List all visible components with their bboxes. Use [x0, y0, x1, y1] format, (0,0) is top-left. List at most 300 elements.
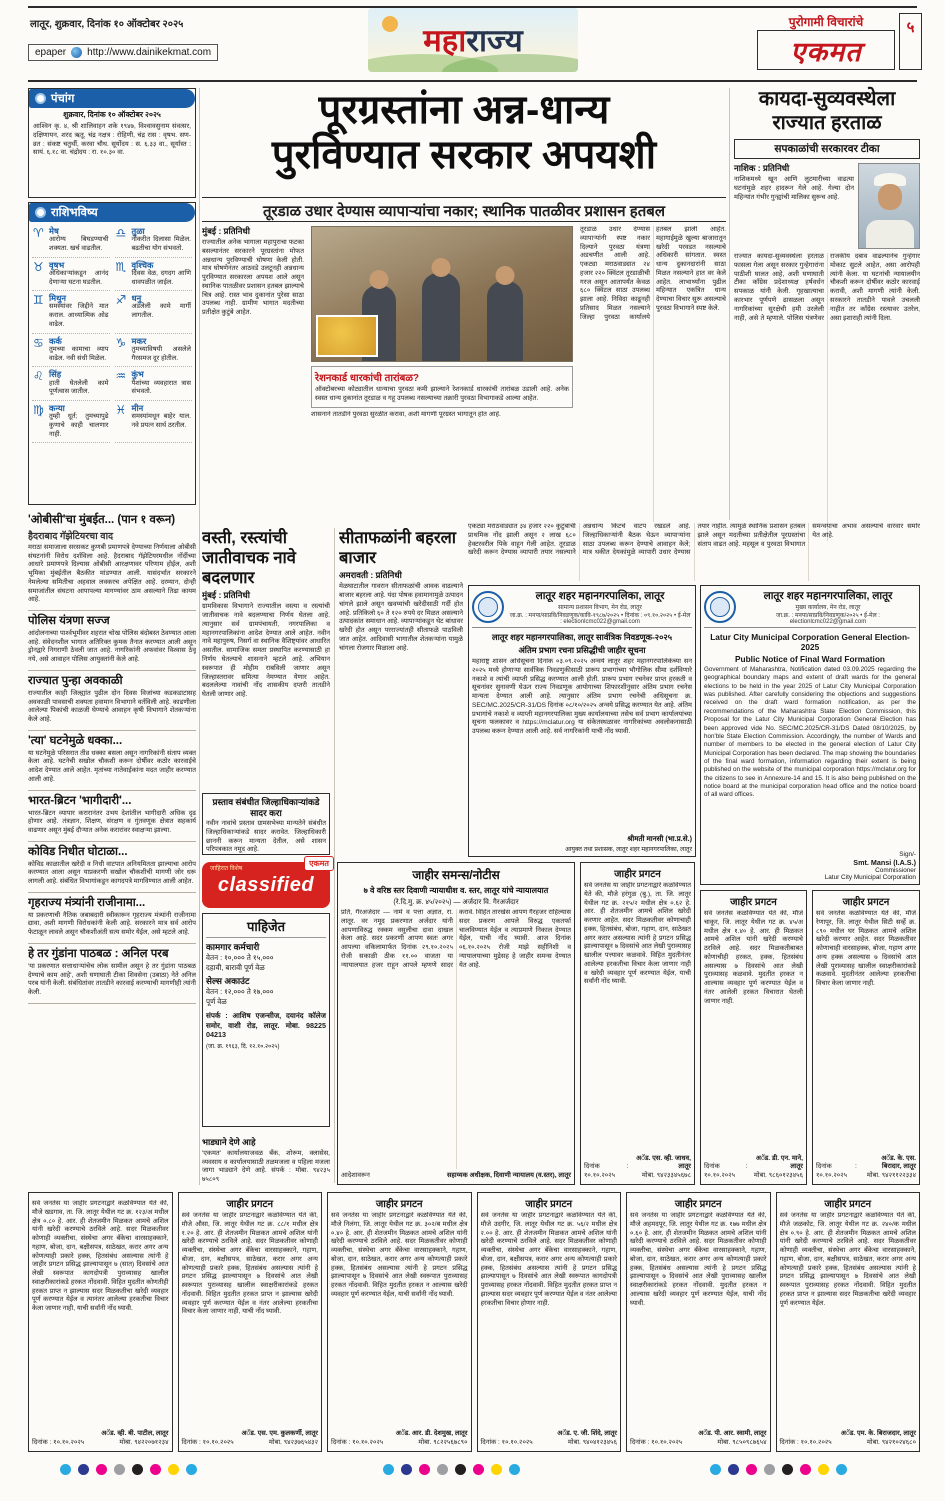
summons-sign-right: सहाय्यक अधीक्षक, दिवाणी न्यायालय (व.स्तर), लातूर	[446, 1172, 571, 1180]
zodiac-capricorn-icon: ♑	[115, 335, 127, 350]
column-rule-right	[729, 88, 730, 520]
notice-body: सर्व जनतेस या जाहीर प्रगटनाद्वारे कळविण्यात येते की, मौजे खडगाव, ता. जि. लातूर येथील गट क्र. १२३/अ मधील क्षेत्र ०.८० हे. आर. ही शेतजमीन मिळकत आमचे अशिल यांनी खरेदी करण्याचे ठरविले आहे. सदर मिळकतीवर कोणाही व्यक्तीचा, संस्थेचा अगर बँकेचा वारसाहक्काने, गहाण, बोजा, दान, बक्षीसपत्र, साठेखत, करार अगर अन्य कोणत्याही प्रकारे हक्क, हितसंबंध असल्यास त्यांनी हे जाहीर प्रगटन प्रसिद्ध झाल्यापासून ७ (सात) दिवसांचे आत लेखी स्वरूपात कागदोपत्री पुराव्यासह खालील स्वाक्षरीकारांकडे हरकत नोंदवावी. विहित मुदतीत कोणतीही हरकत प्राप्त न झाल्यास सदर मिळकतीचा खरेदी व्यवहार पूर्ण करण्यात येईल व त्यानंतर आलेल्या हरकतीचा विचार केला जाणार नाही, याची सर्वांनी नोंद घ्यावी.	[32, 1200, 169, 1313]
advocate-name: अॅड. एस. व्ही. जाधव, लातूर	[636, 1154, 691, 1171]
rashi-sign: मकर	[131, 335, 147, 346]
brief-police	[28, 611, 196, 671]
rashi-item	[115, 367, 193, 401]
sign-slash: Sign/-	[899, 851, 916, 858]
epaper-box	[28, 44, 218, 61]
vasti-headline: वस्ती, रस्त्यांची जातीवाचक नावे बदलणार	[202, 529, 296, 588]
notice-date: दिनांक : १०.१०.२०२५	[816, 1163, 857, 1180]
summons-sign-left: आदेशावरून	[341, 1172, 370, 1180]
rashi-item	[32, 401, 110, 443]
municipal-notice-marathi	[468, 585, 696, 857]
lead-headline-line2: पुरविण्यात सरकार अपयशी	[271, 133, 657, 178]
notice-header-text	[508, 589, 692, 625]
lead-headline-line1: पूरग्रस्तांना अन्न-धान्य	[318, 88, 610, 132]
rashi-sign: सिंह	[49, 369, 62, 380]
jobs-ref: (जा. क्र. १९६३, दि. १२.१०.२०२५)	[206, 1044, 280, 1051]
ration-box-title: रेशनकार्ड धारकांची तारांबळ?	[315, 373, 420, 384]
registration-dot	[764, 1464, 775, 1475]
brief-body: राज्यातील काही जिल्ह्यांत पुढील दोन दिवस विजांच्या कडकडाटासह अवकाळी पावसाची शक्यता हवामान विभागाने वर्तविली आहे. काढणीला आलेल्या पिकांची काळजी घेण्याचे आवाहन कृषी विभागाने शेतकऱ्यांना केले आहे.	[28, 689, 196, 724]
rashi-header	[29, 203, 195, 222]
person-silhouette	[487, 281, 523, 361]
zodiac-gemini-icon: ♊	[33, 293, 44, 308]
right-body-1: नाशिकमध्ये खून आणि लुटमारीच्या वाढत्या घटनांमुळे शहर हादरून गेले आहे. गेल्या दोन महिन्यांत गंभीर गुन्ह्यांची मालिका सुरूच आहे.	[734, 176, 854, 201]
brief-title: कोविड निधीत घोटाळा...	[28, 845, 128, 858]
vasti-story	[202, 528, 330, 788]
site-url: http://www.dainikekmat.com	[87, 47, 212, 58]
notice-body: सर्व जनतेस या जाहीर प्रगटनाद्वारे कळविण्यात येते की, मौजे औसा, जि. लातूर येथील गट क्र. ८८/१ मधील क्षेत्र १.२० हे. आर. ही शेतजमीन मिळकत आमचे अशिल यांनी खरेदी करण्याचे ठरविले आहे. सदर मिळकतीवर कोणाही व्यक्तीचा, संस्थेचा अगर बँकेचा वारसाहक्काने, गहाण, बोजा, दान, बक्षीसपत्र, साठेखत, करार अगर अन्य कोणत्याही प्रकारे हक्क, हितसंबंध असल्यास त्यांनी हे प्रगटन प्रसिद्ध झाल्यापासून ७ दिवसांचे आत लेखी स्वरूपात पुराव्यासह खालील स्वाक्षरीकारांकडे हरकत नोंदवावी. विहित मुदतीत हरकत प्राप्त न झाल्यास खरेदी व्यवहार पूर्ण करण्यात येईल व नंतर आलेल्या हरकतीचा विचार केला जाणार नाही, याची नोंद घ्यावी.	[181, 1212, 318, 1316]
rashi-item	[32, 224, 110, 258]
panchang-body: आश्विन कृ. ४, श्री शालिवाहन शके १९४७, विश्वावसुनाम संवत्सर, दक्षिणायन, शरद ऋतू. चंद्र नक्षत्र : रोहिणी, चंद्र रास : वृषभ. सण-व्रत : संकष्ट चतुर्थी, करवा चौथ. सूर्योदय : स. ६.३३ वा., सूर्यास्त : सायं. ६.१८ वा. चंद्रोदय : रा. १०.३० वा.	[33, 123, 191, 157]
notice-signature	[816, 1155, 916, 1181]
ration-box-body: ऑक्टोबरच्या कोट्यातील धान्याचा पुरवठा कमी झाल्याने रेशनकार्ड धारकांची तारांबळ उडाली आहे. अनेक स्वस्त धान्य दुकानांत तूरडाळ व गहू उपलब्ध नसल्याच्या तक्रारी पुरवठा विभागाकडे आल्या आहेत.	[315, 386, 569, 402]
public-notice-bottom-1	[28, 1192, 173, 1452]
lead-body-col1: राज्यातील अनेक भागाला महापुराचा फटका बसल्यानंतर सरकारने पूरग्रस्तांना मोफत अन्नधान्य पुरविण्याची घोषणा केली होती. मात्र घोषणेनंतर आठवडे उलटूनही अन्नधान्य पुरविण्यात सरकारला अपयश आले असून स्थानिक पातळीवर प्रशासन हतबल झाल्याचे चित्र आहे. रास्त भाव दुकानांत पुरेसा साठा उपलब्ध नाही. ग्रामीण भागात मदतीच्या प्रतीक्षेत कुटुंबे आहेत.	[202, 239, 304, 317]
rashi-sign: कर्क	[49, 335, 62, 346]
panchang-icon	[35, 93, 46, 104]
rashi-entry	[49, 261, 109, 288]
sun-icon	[382, 16, 398, 32]
rashi-text: तुमच्या कामाचा व्याप वाढेल. नवी संधी मिळेल.	[49, 345, 109, 362]
notice-signature	[331, 1430, 468, 1448]
advocate-mobile: मोबा. ९४२३७६५४३२	[268, 1439, 318, 1447]
logo-text-maha: महा	[423, 23, 467, 58]
brief-subtitle: हैदराबाद गॅझेटियरचा वाद	[28, 530, 114, 542]
rashi-entry	[49, 370, 109, 397]
rashi-sign: धनु	[131, 293, 142, 304]
registration-dot	[473, 1464, 484, 1475]
brief-body: या प्रकरणाची नैतिक जबाबदारी स्वीकारून गृहराज्य मंत्र्यांनी राजीनामा द्यावा, अशी मागणी विरोधकांनी केली आहे. सरकारने मात्र सर्व आरोप फेटाळून लावले असून चौकशीअंती सत्य समोर येईल, असे म्हटले आहे.	[28, 911, 196, 937]
brief-covid	[28, 842, 196, 893]
rashi-text: तुमच्याविषयी असलेले गैरसमज दूर होतील.	[131, 345, 191, 362]
job-detail: दहावी, बारावी पूर्ण वेळ	[206, 962, 265, 972]
registration-dot	[383, 1464, 394, 1475]
notice-body: Government of Maharashtra, Notification dated 03.09.2025 regarding the geographical boundary maps and extent of draft wards for the general elections to be held in the year 2025 of Latur City Municipal Corporation was published. After carefully considering the objections and suggestions received on the draft ward formation notification, as per the recommendations of the Maharashtra State Election Commission, this Proposal for the Latur City Municipal Corporation General Election has been approved vide No. SEC/MC.2025/CR-31/DS Dated 08/10/2025, by hon'ble State Election Commission. Accordingly, the number of Wards and number of members to be elected in the general election of Latur City Municipal Corporation has been declared. The map showing the boundaries of the final ward formation, information regarding their extent is being published on the website of the municipal corporation https://mclatur.org for the citizens to see in Annexure-14 and 15. It is also being published on the notice board at the municipal corporation head office and the notice board of all ward offices.	[704, 666, 916, 799]
rashi-item	[32, 291, 110, 333]
rashi-text: समस्यांमधून बाहेर याल. नवे प्रयत्न सार्थ ठरतील.	[131, 413, 191, 429]
zodiac-libra-icon: ♎	[115, 226, 127, 240]
brief-body: आंदोलनाच्या पार्श्वभूमीवर शहरात चोख पोलिस बंदोबस्त ठेवण्यात आला आहे. संवेदनशील भागात अतिरिक्त कुमक तैनात करण्यात आली असून ड्रोनद्वारे निगराणी ठेवली जात आहे. नागरिकांनी अफवांवर विश्वास ठेवू नये, असे आवाहन पोलिस आयुक्तांनी केले आहे.	[28, 629, 196, 664]
rashi-item	[32, 334, 110, 368]
lead-article	[202, 226, 726, 522]
tagline: पुरोगामी विचारांचे	[788, 15, 864, 29]
notice-date: दिनांक : १०.१०.२०२५	[779, 1439, 832, 1447]
zodiac-aquarius-icon: ♒	[115, 369, 127, 384]
registration-dot	[114, 1464, 125, 1475]
right-story-intro	[734, 163, 854, 249]
advocate-mobile: मोबा. ९८२२५६७८९०	[418, 1439, 468, 1447]
notice-title: जाहीर प्रगटन	[730, 897, 777, 908]
notice-title: जाहीर प्रगटन	[674, 1199, 722, 1210]
torso-shape	[866, 220, 914, 248]
masthead-rule	[28, 80, 917, 82]
job-salary: वेतन : १०,००० ते १५,०००	[206, 953, 274, 962]
zodiac-sagittarius-icon: ♐	[115, 293, 127, 308]
registration-dot	[710, 1464, 721, 1475]
rashi-entry	[132, 370, 192, 397]
notice-signature	[481, 1430, 618, 1448]
brand-box	[757, 30, 895, 70]
notice-body: सर्व जनतेस या जाहीर प्रगटनाद्वारे कळविण्यात येते की, मौजे जळकोट, जि. लातूर येथील गट क्र. २४०/क मधील क्षेत्र ०.९० हे. आर. ही शेतजमीन मिळकत आमचे अशिल यांनी खरेदी करण्याचे ठरविले आहे. सदर मिळकतीवर कोणाही व्यक्तीचा, संस्थेचा अगर बँकेचा वारसाहक्काने, गहाण, बोजा, दान, बक्षीसपत्र, साठेखत, करार अगर अन्य कोणत्याही प्रकारे हक्क, हितसंबंध असल्यास त्यांनी हे प्रगटन प्रसिद्ध झाल्यापासून ७ दिवसांचे आत लेखी स्वरूपात पुराव्यासह हरकत नोंदवावी. विहित मुदतीत हरकत प्राप्त न झाल्यास सदर मिळकतीचा खरेदी व्यवहार पूर्ण करण्यात येईल.	[779, 1212, 916, 1307]
notice-body: सर्व जनतेस या जाहीर प्रगटनाद्वारे कळविण्यात येते की, मौजे अहमदपूर, जि. लातूर येथील गट क्र. १७७ मधील क्षेत्र ०.६० हे. आर. ही शेतजमीन मिळकत आमचे अशिल यांनी खरेदी करण्याचे ठरविले आहे. सदर मिळकतीवर कोणाही व्यक्तीचा, संस्थेचा अगर बँकेचा वारसाहक्काने, गहाण, बोजा, दान, साठेखत, करार अगर अन्य कोणत्याही प्रकारे हक्क, हितसंबंध असल्यास त्यांनी हे प्रगटन प्रसिद्ध झाल्यापासून ७ दिवसांचे आत लेखी पुराव्यासह खालील स्वाक्षरीकारांकडे हरकत नोंदवावी. मुदतीत हरकत न आल्यास खरेदी व्यवहार पूर्ण करण्यात येईल, याची नोंद घ्यावी.	[630, 1212, 767, 1307]
registration-dot	[491, 1464, 502, 1475]
rashi-item	[32, 258, 110, 292]
job-detail: पूर्ण वेळ	[206, 997, 227, 1007]
right-body-2: राज्यात कायदा-सुव्यवस्थेला हरताळ फासला गेला असून सरकार गुन्हेगारांना पाठीशी घालत आहे, अशी घणाघाती टीका काँग्रेस प्रदेशाध्यक्ष हर्षवर्धन सपकाळ यांनी केली. गृहखात्याचा कारभार पूर्णपणे ढासळला असून नागरिकांच्या सुरक्षेची हमी उरलेली नाही, असे ते म्हणाले. पोलिस यंत्रणेवर राजकीय दबाव वाढल्यानेच गुन्हेगार मोकाट सुटले आहेत, असा आरोपही त्यांनी केला. या घटनांची न्यायालयीन चौकशी करून दोषींवर कठोर कारवाई करावी, अशी मागणी त्यांनी केली. सरकारने तातडीने पावले उचलली नाहीत तर काँग्रेस रस्त्यावर उतरेल, असा इशाराही त्यांनी दिला.	[734, 253, 920, 322]
zodiac-scorpio-icon: ♏	[115, 259, 127, 274]
registration-dot	[836, 1464, 847, 1475]
brief-body: कोविड काळातील खरेदी व निधी वाटपात अनियमितता झाल्याचा आरोप करण्यात आला असून याप्रकरणी सखोल चौकशीची मागणी जोर धरू लागली आहे. संबंधित विभागांकडून कागदपत्रे मागविण्यात आली आहेत.	[28, 860, 196, 886]
sitafal-byline: अमरावती : प्रतिनिधी	[339, 570, 402, 581]
zodiac-taurus-icon: ♉	[33, 259, 44, 274]
rashi-entry	[132, 337, 192, 364]
registration-dot	[78, 1464, 89, 1475]
rashi-icon	[35, 207, 46, 218]
prastav-box	[202, 793, 330, 855]
registration-dot	[419, 1464, 430, 1475]
notice-date: दिनांक : १०.१०.२०२५	[584, 1163, 629, 1180]
prastav-title: प्रस्ताव संबंधीत जिल्हाधिकाऱ्यांकडे सादर करा	[212, 797, 320, 818]
brief-body: 'या प्रकरणात सत्ताधाऱ्यांचेच लोक सामील असून हे तर गुंडांना पाठबळ देण्याचे काम आहे', अशी घणाघाती टीका शिवसेना (उबाठा) नेते अनिल परब यांनी केली. संबंधितांवर तातडीने कारवाई करण्याची मागणीही त्यांनी केली.	[28, 962, 196, 997]
zodiac-leo-icon: ♌	[33, 369, 44, 384]
right-story-top	[734, 163, 920, 249]
panchang-title: पंचांग	[51, 93, 75, 105]
rashi-title: राशिभविष्य	[51, 207, 98, 219]
rashi-text: नोकरीत दिलासा मिळेल. बढतीचा योग संभवतो.	[131, 236, 191, 252]
brief-title: 'ओबीसी'चा मुंबईत... (पान १ वरून)	[28, 514, 176, 526]
notice-body: सर्व जनतेस या जाहीर प्रगटनाद्वारे कळविण्यात येते की, मौजे निलंगा, जि. लातूर येथील गट क्र. ३०२/ब मधील क्षेत्र ०.४० हे. आर. ही शेतजमीन मिळकत आमचे अशिल यांनी खरेदी करण्याचे ठरविले आहे. सदर मिळकतीवर कोणाही व्यक्तीचा, संस्थेचा अगर बँकेचा वारसाहक्काने, गहाण, बोजा, दान, साठेखत, करार अगर अन्य कोणत्याही प्रकारे हक्क, हितसंबंध असल्यास त्यांनी हे प्रगटन प्रसिद्ध झाल्यापासून ७ दिवसांचे आत लेखी स्वरूपात पुराव्यासह हरकत नोंदवावी. विहित मुदतीत हरकत न आल्यास खरेदी व्यवहार पूर्ण करण्यात येईल, याची सर्वांनी नोंद घ्यावी.	[331, 1212, 468, 1298]
brief-incident	[28, 731, 196, 791]
advocate-mobile: मोबा. ९४२३३४५६७८	[641, 1172, 691, 1180]
signatory-org: Latur City Municipal Corporation	[824, 874, 916, 881]
rashi-box	[28, 202, 196, 505]
advocate-name: अॅड. व्ही. बी. पाटील, लातूर	[101, 1430, 169, 1438]
brief-title: राज्यात पुन्हा अवकाळी	[28, 675, 123, 688]
panchang-header	[29, 89, 195, 108]
notice-signature	[32, 1430, 169, 1448]
brief-body: मराठा समाजाला सरसकट कुणबी प्रमाणपत्रे देण्याच्या निर्णयाला ओबीसी संघटनांनी विरोध दर्शविला आहे. हैदराबाद गॅझेटियरमधील नोंदींच्या आधारे प्रमाणपत्रे दिल्यास ओबीसी आरक्षणावर परिणाम होईल, अशी भूमिका मुंबईतील बैठकीत मांडण्यात आली. यासंदर्भात सरकारने नेमलेल्या समितीचा अहवाल लवकरच अपेक्षित आहे. दरम्यान, दोन्ही समाजांतील संघटना आपापल्या मागण्यांवर ठाम असल्याने तिढा कायम आहे.	[28, 543, 196, 604]
rashi-text: तुम्ही धूर्त; तुमच्यापुढे कुणाचे काही चालणार नाही.	[49, 413, 109, 438]
registration-dot	[60, 1464, 71, 1475]
epaper-label: epaper	[35, 47, 67, 58]
notice-header-text	[740, 589, 916, 625]
notice-signature	[182, 1430, 319, 1448]
registration-dot	[168, 1464, 179, 1475]
rental-ad	[202, 1132, 330, 1185]
rashi-text: समस्यांवर जिद्दीने मात कराल. आध्यात्मिक ओढ वाढेल.	[49, 303, 109, 328]
notice-header	[472, 589, 692, 628]
zodiac-aries-icon: ♈	[33, 226, 44, 240]
notice-signature	[630, 1430, 767, 1448]
dateline: लातूर, शुक्रवार, दिनांक १० ऑक्टोबर २०२५	[30, 19, 184, 30]
classified-tag: जाहिरात विशेष	[210, 866, 243, 872]
signatory-role: Commissioner	[875, 867, 916, 874]
rashi-text: अडलेली कामे मार्गी लागतील.	[131, 303, 191, 320]
registration-dots-right	[710, 1464, 847, 1475]
rashi-text: दिवस वेळ, दगदग आणि धावपळीत जाईल.	[131, 269, 191, 286]
summons-title: जाहीर समन्स/नोटीस	[412, 868, 500, 882]
rashi-sign: वृषभ	[49, 259, 65, 270]
right-subhead: सपकाळांची सरकारवर टीका	[734, 139, 920, 159]
notice-subtitle-1: Latur City Municipal Corporation General Election-2025	[710, 632, 910, 652]
summons-signature	[341, 1172, 571, 1181]
brief-rain	[28, 671, 196, 731]
advocate-name: अॅड. आर. डी. देशमुख, लातूर	[395, 1430, 468, 1438]
notice-title: जाहीर प्रगटन	[375, 1199, 423, 1210]
advocate-name: अॅड. पी. आर. स्वामी, लातूर	[698, 1430, 767, 1438]
registration-dots-left	[60, 1464, 197, 1475]
notice-subtitle-1: लातूर शहर महानगरपालिका, लातूर सार्वत्रिक निवडणूक-२०२५	[491, 632, 673, 642]
rashi-item	[115, 258, 193, 292]
prastav-body: नवीन नावांचे प्रस्ताव ग्रामसभेच्या मान्यतेने संबंधीत जिल्हाधिकाऱ्यांकडे सादर करावेत. जिल्हाधिकारी छाननी करून मान्यता देतील, असे शासन परिपत्रकात नमूद आहे.	[206, 820, 326, 854]
public-notice-bottom-4	[477, 1192, 622, 1452]
rashi-sign: कुंभ	[131, 369, 144, 380]
rashi-sign: वृश्चिक	[131, 259, 154, 270]
registration-dot	[150, 1464, 161, 1475]
advocate-mobile: मोबा. ९८६०१२३४५६	[753, 1172, 803, 1180]
lead-body-mid: शासनाने तातडीने पुरवठा सुरळीत करावा, अशी मागणी पूरग्रस्त भागातून होत आहे.	[311, 410, 501, 418]
dal-inset-photo	[316, 315, 378, 357]
brief-body: भारत-ब्रिटन व्यापार करारानंतर उभय देशांतील भागीदारी अधिक दृढ होणार आहे. तंत्रज्ञान, शिक्षण, संरक्षण व गुंतवणूक क्षेत्रात सहकार्य वाढणार असून मुंबई दौऱ्यात अनेक करारांवर स्वाक्षऱ्या झाल्या.	[28, 809, 196, 835]
classified-logo	[202, 859, 330, 908]
rashi-entry	[49, 337, 109, 364]
registration-dot	[818, 1464, 829, 1475]
lead-byline: मुंबई : प्रतिनिधी	[202, 226, 250, 236]
lead-photo	[311, 226, 573, 362]
registration-dot	[746, 1464, 757, 1475]
advocate-name: अॅड. के. एस. बिरादार, लातूर	[881, 1154, 916, 1171]
public-notice-mid-3	[812, 890, 920, 1185]
notice-date: दिनांक : १०.१०.२०२५	[630, 1439, 683, 1447]
sitafal-body: मेळघाटातील गावरान सीताफळांची आवक वाढल्याने बाजार बहरला आहे. यंदा पोषक हवामानामुळे उत्पादन चांगले झाले असून खवय्यांची खरेदीसाठी गर्दी होत आहे. प्रतिकिलो ६० ते १२० रुपये दर मिळत असल्याने उत्पादकांत समाधान आहे. व्यापाऱ्यांकडून थेट बांधावर खरेदी होत असून परराज्यांतही सीताफळे पाठविली जात आहेत. आदिवासी भागातील शेतकऱ्यांना यामुळे चांगला रोजगार मिळाला आहे.	[339, 583, 463, 652]
municipal-logo-inner	[710, 597, 730, 617]
notice-subtitle-2: Public Notice of Final Ward Formation	[735, 654, 885, 664]
rashi-sign: मेष	[49, 226, 59, 236]
notice-signer	[861, 1155, 916, 1181]
brief-resignation	[28, 893, 196, 944]
notice-signature	[472, 834, 692, 853]
brief-title: गृहराज्य मंत्र्यांनी राजीनामा...	[28, 896, 146, 909]
notice-signer	[241, 1430, 318, 1448]
notice-date: दिनांक : १०.१०.२०२५	[32, 1439, 85, 1447]
registration-dot	[186, 1464, 197, 1475]
notice-title: लातूर शहर महानगरपालिका, लातूर	[763, 590, 893, 602]
job-title: कामगार कर्मचारी	[206, 942, 260, 952]
rashi-entry	[132, 261, 192, 288]
panchang-box	[28, 88, 196, 198]
rental-title: भाड्याने देणे आहे	[202, 1136, 256, 1147]
classified-brand-badge: एकमत	[304, 856, 334, 871]
brief-title: 'त्या' घटनेमुळे धक्का...	[28, 734, 123, 747]
rashi-entry	[132, 294, 192, 329]
notice-date: दिनांक : १०.१०.२०२५	[704, 1163, 748, 1180]
advocate-name: अॅड. एम. के. बिराजदार, लातूर	[840, 1430, 916, 1438]
public-notice-bottom-6	[776, 1192, 921, 1452]
registration-dot	[728, 1464, 739, 1475]
notice-title: जाहीर प्रगटन	[824, 1199, 872, 1210]
zodiac-cancer-icon: ♋	[33, 335, 44, 350]
registration-dot	[455, 1464, 466, 1475]
municipal-notice-english	[700, 585, 920, 885]
registration-dot	[800, 1464, 811, 1475]
column-rule-mid	[334, 528, 335, 1183]
advocate-name: अॅड. डी. एन. माने, लातूर	[755, 1154, 803, 1171]
rashi-text: अधिकाऱ्यांकडून आनंद देणाऱ्या घटना घडतील.	[49, 269, 109, 286]
zodiac-pisces-icon: ♓	[115, 403, 127, 418]
registration-dots-center	[383, 1464, 520, 1475]
brand-name: एकमत	[790, 36, 862, 67]
classified-wordmark: classified	[217, 873, 315, 896]
notice-address: सामान्य प्रशासन विभाग, मेन रोड, लातूर	[558, 605, 642, 611]
left-briefs-column	[28, 510, 196, 1186]
newspaper-logo	[368, 8, 578, 72]
notice-body: सर्व जनतेस कळविण्यात येते की, मौजे चाकूर, जि. लातूर येथील गट क्र. ४५/अ मधील क्षेत्र १.४० हे. आर. ही मिळकत आमचे अशिल यांनी खरेदी करण्याचे ठरविले आहे. सदर मिळकतीबाबत कोणाचीही हरकत, हक्क, हितसंबंध असल्यास ७ दिवसांचे आत लेखी पुराव्यासह कळवावे. मुदतीत हरकत न आल्यास व्यवहार पूर्ण करण्यात येईल व नंतर आलेली हरकत विचारात घेतली जाणार नाही.	[704, 910, 803, 1005]
notice-ref: जा.क्र. : मनपा/साप्रवि/निवडणूक/कावि-१९८७/२०२५ • दिनांक : ०९.१०.२०२५ • ई-मेल : electionlcmc022@gmail.com	[509, 613, 691, 625]
advocate-name: अॅड. ए. जी. शिंदे, लातूर	[557, 1430, 617, 1438]
face-shape	[878, 184, 902, 210]
notice-signer	[101, 1430, 168, 1448]
notice-title: लातूर शहर महानगरपालिका, लातूर	[535, 590, 665, 602]
registration-dot	[509, 1464, 520, 1475]
municipal-logo-icon	[472, 591, 504, 623]
notice-date: दिनांक : १०.१०.२०२५	[181, 1439, 234, 1447]
lead-col-1	[202, 226, 304, 522]
globe-icon	[71, 47, 82, 58]
lead-continuation: एकट्या मराठवाड्यात ३४ हजार २२० कुटुंबांची प्राथमिक नोंद झाली असून २ लाख ६८० हेक्टरवरील पिके वाहून गेली आहेत. तूरडाळ खरेदी करून देण्यास व्यापारी तयार नसल्याने अन्नधान्य किटचे वाटप रखडले आहे. जिल्हाधिकाऱ्यांनी बैठक घेऊन व्यापाऱ्यांना साठा उपलब्ध करून देण्याचे आवाहन केले; मात्र थकीत देयकांमुळे व्यापारी उधार देण्यास तयार नाहीत. त्यामुळे स्थानिक प्रशासन हतबल झाले असून मदतीच्या प्रतीक्षेतील पूरग्रस्तांचा संताप वाढत आहे. महसूल व पुरवठा विभागात समन्वयाचा अभाव असल्याचे वारंवार समोर येत आहे.	[468, 523, 920, 557]
advocate-mobile: मोबा. ९४२११२२३३४	[866, 1172, 916, 1180]
sitafal-story	[339, 528, 463, 855]
registration-dot	[132, 1464, 143, 1475]
rashi-sign: तुळा	[131, 226, 145, 236]
rashi-entry	[132, 404, 192, 439]
page-number: ५	[906, 19, 915, 36]
notice-signature	[704, 1155, 803, 1181]
summons-case: (रे.दि.मु. क्र. ४५/२०२५) — अर्जदार वि. गैरअर्जदार	[393, 899, 519, 906]
public-notice-bottom-2	[178, 1192, 323, 1452]
advocate-name: अॅड. एस. एम. कुलकर्णी, लातूर	[241, 1430, 318, 1438]
vasti-body: ग्रामविकास विभागाने राज्यातील वस्त्या व रस्त्यांची जातीवाचक नावे बदलण्याचा निर्णय घेतला आहे. त्यानुसार सर्व ग्रामपंचायती, नगरपालिका व महानगरपालिकांना आदेश देण्यात आले आहेत. नवीन नावे महापुरुष, निसर्ग वा स्थानिक वैशिष्ट्यांवर आधारित असतील. सामाजिक समता प्रस्थापित करण्यासाठी हा निर्णय घेतल्याचे शासनाने म्हटले आहे. अभियान स्वरूपात ही मोहीम राबविली जाणार असून जिल्हास्तरावर समित्या नेमण्यात येणार आहेत. बदललेल्या नावांची नोंद शासकीय दप्तरी तातडीने घेतली जाणार आहे.	[202, 603, 330, 699]
brief-body: या घटनेमुळे परिसरात तीव्र धक्का बसला असून नागरिकांनी संताप व्यक्त केला आहे. घटनेची सखोल चौकशी करून दोषींवर कठोर कारवाईचे आदेश देण्यात आले आहेत. मृतांच्या नातेवाईकांना मदत जाहीर करण्यात आली आहे.	[28, 749, 196, 783]
rashi-sign: कन्या	[49, 403, 65, 414]
brief-parab	[28, 944, 196, 1004]
rashi-grid	[29, 222, 195, 445]
job-salary: वेतन : १२,००० ते १७,०००	[206, 987, 274, 997]
registration-dot	[401, 1464, 412, 1475]
notice-signer	[698, 1430, 766, 1448]
registration-dot	[437, 1464, 448, 1475]
brief-india-britain	[28, 791, 196, 842]
zodiac-virgo-icon: ♍	[33, 403, 44, 418]
notice-signature	[780, 1430, 917, 1448]
job-title: सेल्स अकाउंट	[206, 976, 250, 987]
summons-notice	[337, 862, 575, 1185]
notice-date: दिनांक : १०.१०.२०२५	[480, 1439, 533, 1447]
municipal-logo-icon	[704, 591, 736, 623]
rashi-text: पैशांच्या व्यवहारात त्रास संभवतो.	[131, 379, 191, 396]
jobs-contact: संपर्क : आशिष एजन्सीज, दयानंद कॉलेज समोर, वाशी रोड, लातूर. मोबा. 98225 04213	[206, 1010, 326, 1040]
right-headline-line2: राज्यात हरताळ	[772, 111, 882, 134]
notice-signer	[752, 1155, 803, 1181]
advocate-mobile: मोबा. ९८५०९८७६५४	[717, 1439, 767, 1447]
notice-title: जाहीर प्रगटन	[842, 897, 890, 908]
classified-column	[202, 859, 330, 1185]
sitafal-headline: सीताफळांनी बहरला बाजार	[339, 529, 457, 568]
registration-dot	[782, 1464, 793, 1475]
public-notice-bottom-5	[626, 1192, 771, 1452]
notice-signer	[841, 1430, 916, 1448]
notice-signature	[704, 851, 916, 881]
notice-signer	[396, 1430, 468, 1448]
lead-body-col2: तूरडाळ उधार देण्यास व्यापाऱ्यांनी स्पष्ट नकार दिल्याने पुरवठा यंत्रणा अडचणीत आली आहे. एकट्या मराठवाड्यात २४ हजार २२० क्विंटल तूरडाळीची गरज असून आतापर्यंत केवळ ६८० क्विंटल साठा उपलब्ध झाला आहे. निविदा काढूनही प्रतिसाद मिळत नसल्याने जिल्हा पुरवठा कार्यालये हतबल झाली आहेत. महागाईमुळे खुल्या बाजारातून खरेदी परवडत नसल्याचे अधिकारी सांगतात. स्वस्त धान्य दुकानदारांनी साठा मिळत नसल्याने हात वर केले आहेत. लाभार्थ्यांना पुढील महिन्यात एकत्रित धान्य देण्याचा विचार सुरू असल्याचे पुरवठा विभागाने स्पष्ट केले.	[580, 226, 726, 321]
jobs-title: पाहिजेत	[206, 917, 326, 938]
notice-body: सर्व जनतेस या जाहीर प्रगटनाद्वारे कळविण्यात येते की, मौजे उदगीर, जि. लातूर येथील गट क्र. ५६/२ मधील क्षेत्र २.०० हे. आर. ही शेतजमीन मिळकत आमचे अशिल यांनी खरेदी करण्याचे ठरविले आहे. सदर मिळकतीवर कोणाही व्यक्तीचा, संस्थेचा अगर बँकेचा वारसाहक्काने, गहाण, बोजा, दान, बक्षीसपत्र, करार अगर अन्य कोणत्याही प्रकारे हक्क, हितसंबंध असल्यास त्यांनी हे प्रगटन प्रसिद्ध झाल्यापासून ७ दिवसांचे आत लेखी स्वरूपात कागदोपत्री पुराव्यासह हरकत नोंदवावी. विहित मुदतीत हरकत प्राप्त न झाल्यास सदर व्यवहार पूर्ण करण्यात येईल व नंतर आलेल्या हरकतीचा विचार होणार नाही.	[480, 1212, 617, 1307]
rashi-item	[32, 367, 110, 401]
lead-col-mid	[311, 226, 573, 522]
right-headline-line1: कायदा-सुव्यवस्थेला	[758, 88, 896, 110]
notice-title: जाहीर प्रगटन	[226, 1199, 274, 1210]
rashi-text: हाती घेतलेली कामे पूर्णत्वास जातील.	[49, 379, 109, 396]
advocate-mobile: मोबा. ९४०४१२३४५६	[567, 1439, 617, 1447]
brief-title: हे तर गुंडांना पाठबळ : अनिल परब	[28, 948, 169, 961]
signatory-name: Smt. Mansi (I.A.S.)	[853, 858, 916, 867]
brief-title: पोलिस यंत्रणा सज्ज	[28, 615, 110, 628]
jobs-box	[202, 913, 330, 1127]
right-byline: नाशिक : प्रतिनिधी	[734, 163, 790, 174]
panchang-subtitle: शुक्रवार, दिनांक १० ऑक्टोबर २०२५	[63, 110, 161, 119]
notice-title: जाहीर प्रगटन	[525, 1199, 573, 1210]
vasti-byline: मुंबई : प्रतिनिधी	[202, 590, 250, 601]
lead-headline	[202, 88, 726, 178]
notice-body: सर्व जनतेस या जाहीर प्रगटनाद्वारे कळविण्यात येते की, मौजे हरंगुळ (बु.), ता. जि. लातूर येथील गट क्र. २१५/२ मधील क्षेत्र ०.६२ हे. आर. ही शेतजमीन आमचे अशिल खरेदी करणार आहेत. सदर मिळकतीवर कोणाचाही हक्क, हितसंबंध, बोजा, गहाण, दान, साठेखत अगर करार असल्यास त्यांनी हे प्रगटन प्रसिद्ध झाल्यापासून ७ दिवसांचे आत लेखी पुराव्यासह खालील पत्त्यावर कळवावे. विहित मुदतीनंतर आलेल्या हरकतीचा विचार केला जाणार नाही व खरेदी व्यवहार पूर्ण करण्यात येईल, याची सर्वांनी नोंद घ्यावी.	[584, 882, 691, 986]
rental-body: 'एकमत' कार्यालयाजवळ बँक, शोरूम, क्लासेस, व्यवसाय व कार्यालयासाठी तळमजला व पहिला मजला जागा भाड्याने देणे आहे. संपर्क : मोबा. ९४२३५ ७५८०९	[202, 1149, 330, 1184]
rashi-item	[115, 291, 193, 333]
lead-story	[202, 88, 726, 178]
notice-signer	[557, 1430, 617, 1448]
rashi-entry	[49, 227, 109, 254]
right-story	[734, 88, 920, 520]
notice-ref: जा.क्र. : मनपा/साप्रवि/निवडणूक/२०२५ • ई-मेल : electionlcmc022@gmail.com	[776, 613, 880, 625]
rashi-text: आरोग्य बिघडण्याची शक्यता. खर्च वाढतील.	[49, 236, 109, 252]
right-headline	[734, 88, 920, 135]
lead-rule-2	[202, 221, 726, 222]
advocate-mobile: मोबा. ९४२२०७१२३४	[119, 1439, 169, 1447]
notice-subtitle-2: अंतिम प्रभाग रचना प्रसिद्धीची जाहीर सूचना	[518, 645, 646, 655]
rashi-entry	[49, 294, 109, 329]
notice-title	[32, 1196, 169, 1198]
notice-signature	[584, 1155, 691, 1181]
notice-date: दिनांक : १०.१०.२०२५	[331, 1439, 384, 1447]
lead-subhead: तूरडाळ उधार देण्यास व्यापाऱ्यांचा नकार; स्थानिक पातळीवर प्रशासन हतबल	[262, 203, 665, 220]
notice-body: सर्व जनतेस कळविण्यात येते की, मौजे रेणापूर, जि. लातूर येथील सिटी सर्व्हे क्र. ८९० मधील घर मिळकत आमचे अशिल खरेदी करणार आहेत. सदर मिळकतीवर कोणाचाही वारसाहक्क, बोजा, गहाण अगर अन्य हक्क असल्यास ७ दिवसांचे आत लेखी पुराव्यासह खालील स्वाक्षरीकारांकडे कळवावे. मुदतीनंतर आलेल्या हरकतीचा विचार केला जाणार नाही.	[816, 910, 916, 988]
notice-signer	[632, 1155, 691, 1181]
column-rule-left	[199, 88, 200, 1185]
signatory-name: श्रीमती मानसी (भा.प्र.से.)	[627, 834, 692, 843]
rashi-sign: मीन	[131, 403, 144, 414]
rashi-entry	[49, 404, 109, 439]
summons-body: प्रति, गैरअर्जदार — नामे व पत्ता अज्ञात, रा. लातूर. वर नमूद प्रकरणात अर्जदार यांनी आपणाविरुद्ध रक्कम वसुलीचा दावा दाखल केला आहे. सदर प्रकरणी आपण स्वतः अगर आपल्या वकिलामार्फत दिनांक २९.१०.२०२५ रोजी सकाळी ठीक ११.०० वाजता या न्यायालयात हजर राहून आपले म्हणणे सादर करावे. विहित तारखेस आपण गैरहजर राहिल्यास सदर प्रकरण आपले विरुद्ध एकतर्फा चालविण्यात येईल व त्याप्रमाणे निकाल देण्यात येईल, याची नोंद घ्यावी. आज दिनांक ०६.१०.२०२५ रोजी माझे सहीनिशी व न्यायालयाच्या मुद्रेसह हे जाहीर समन्स देण्यात येत आहे.	[341, 909, 571, 969]
notice-address: मुख्य कार्यालय, मेन रोड, लातूर	[795, 605, 861, 611]
rashi-entry	[132, 227, 192, 254]
registration-dot	[96, 1464, 107, 1475]
public-notice-bottom-3	[327, 1192, 472, 1452]
logo-text-rajya: राज्य	[466, 23, 523, 58]
person-silhouette	[422, 273, 460, 361]
brief-obc	[28, 510, 196, 611]
rashi-item	[115, 401, 193, 443]
signatory-role: आयुक्त तथा प्रशासक, लातूर शहर महानगरपालिका, लातूर	[565, 846, 692, 853]
